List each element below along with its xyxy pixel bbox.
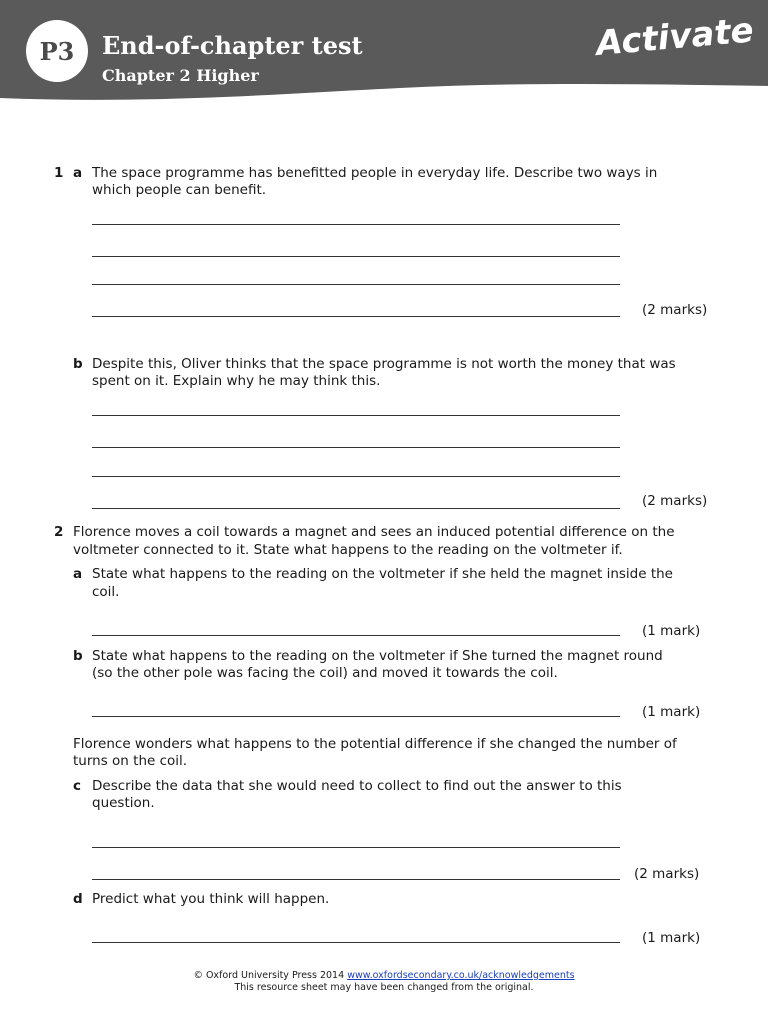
marks-label: (2 marks) — [642, 493, 708, 509]
page-header — [0, 0, 768, 112]
question-text: coil. — [92, 584, 120, 600]
part-letter: c — [73, 778, 82, 794]
answer-line[interactable] — [92, 716, 620, 717]
part-letter: b — [73, 648, 83, 664]
answer-line[interactable] — [92, 847, 620, 848]
activate-logo: Activate — [594, 10, 756, 65]
answer-line[interactable] — [92, 942, 620, 943]
question-text: turns on the coil. — [73, 753, 188, 769]
question-text: Despite this, Oliver thinks that the space programme is not worth the money that was — [92, 356, 676, 372]
answer-line[interactable] — [92, 447, 620, 448]
question-text: State what happens to the reading on the voltmeter if She turned the magnet round — [92, 648, 663, 664]
question-text: Predict what you think will happen. — [92, 891, 330, 907]
part-letter: a — [73, 165, 83, 181]
chapter-badge: P3 — [26, 20, 88, 82]
question-text: Florence moves a coil towards a magnet and sees an induced potential difference on the — [73, 524, 675, 540]
marks-label: (2 marks) — [642, 302, 708, 318]
answer-line[interactable] — [92, 316, 620, 317]
question-text: (so the other pole was facing the coil) and moved it towards the coil. — [92, 665, 558, 681]
answer-line[interactable] — [92, 284, 620, 285]
marks-label: (1 mark) — [642, 704, 701, 720]
marks-label: (2 marks) — [634, 866, 700, 882]
marks-label: (1 mark) — [642, 930, 701, 946]
part-letter: a — [73, 566, 83, 582]
footer-copyright — [0, 970, 768, 982]
answer-line[interactable] — [92, 224, 620, 225]
answer-line[interactable] — [92, 476, 620, 477]
page-title: End-of-chapter test — [102, 31, 363, 60]
answer-line[interactable] — [92, 256, 620, 257]
part-letter: b — [73, 356, 83, 372]
question-text: voltmeter connected to it. State what happens to the reading on the voltmeter if. — [73, 542, 623, 558]
question-number: 1 — [54, 165, 64, 181]
footer-note: This resource sheet may have been changed from the original. — [234, 982, 534, 993]
question-text: Describe the data that she would need to collect to find out the answer to this — [92, 778, 622, 794]
page-subtitle: Chapter 2 Higher — [102, 66, 259, 85]
answer-line[interactable] — [92, 415, 620, 416]
question-text: question. — [92, 795, 155, 811]
question-text: spent on it. Explain why he may think this. — [92, 373, 381, 389]
copyright-text: © Oxford University Press 2014 — [193, 970, 345, 981]
marks-label: (1 mark) — [642, 623, 701, 639]
part-letter: d — [73, 891, 83, 907]
question-text: which people can benefit. — [92, 182, 267, 198]
answer-line[interactable] — [92, 635, 620, 636]
question-number: 2 — [54, 524, 64, 540]
question-text: The space programme has benefitted people in everyday life. Describe two ways in — [92, 165, 658, 181]
question-text: Florence wonders what happens to the potential difference if she changed the number of — [73, 736, 677, 752]
acknowledgements-link[interactable]: www.oxfordsecondary.co.uk/acknowledgements — [347, 970, 575, 981]
answer-line[interactable] — [92, 508, 620, 509]
answer-line[interactable] — [92, 879, 620, 880]
question-text: State what happens to the reading on the voltmeter if she held the magnet inside the — [92, 566, 673, 582]
